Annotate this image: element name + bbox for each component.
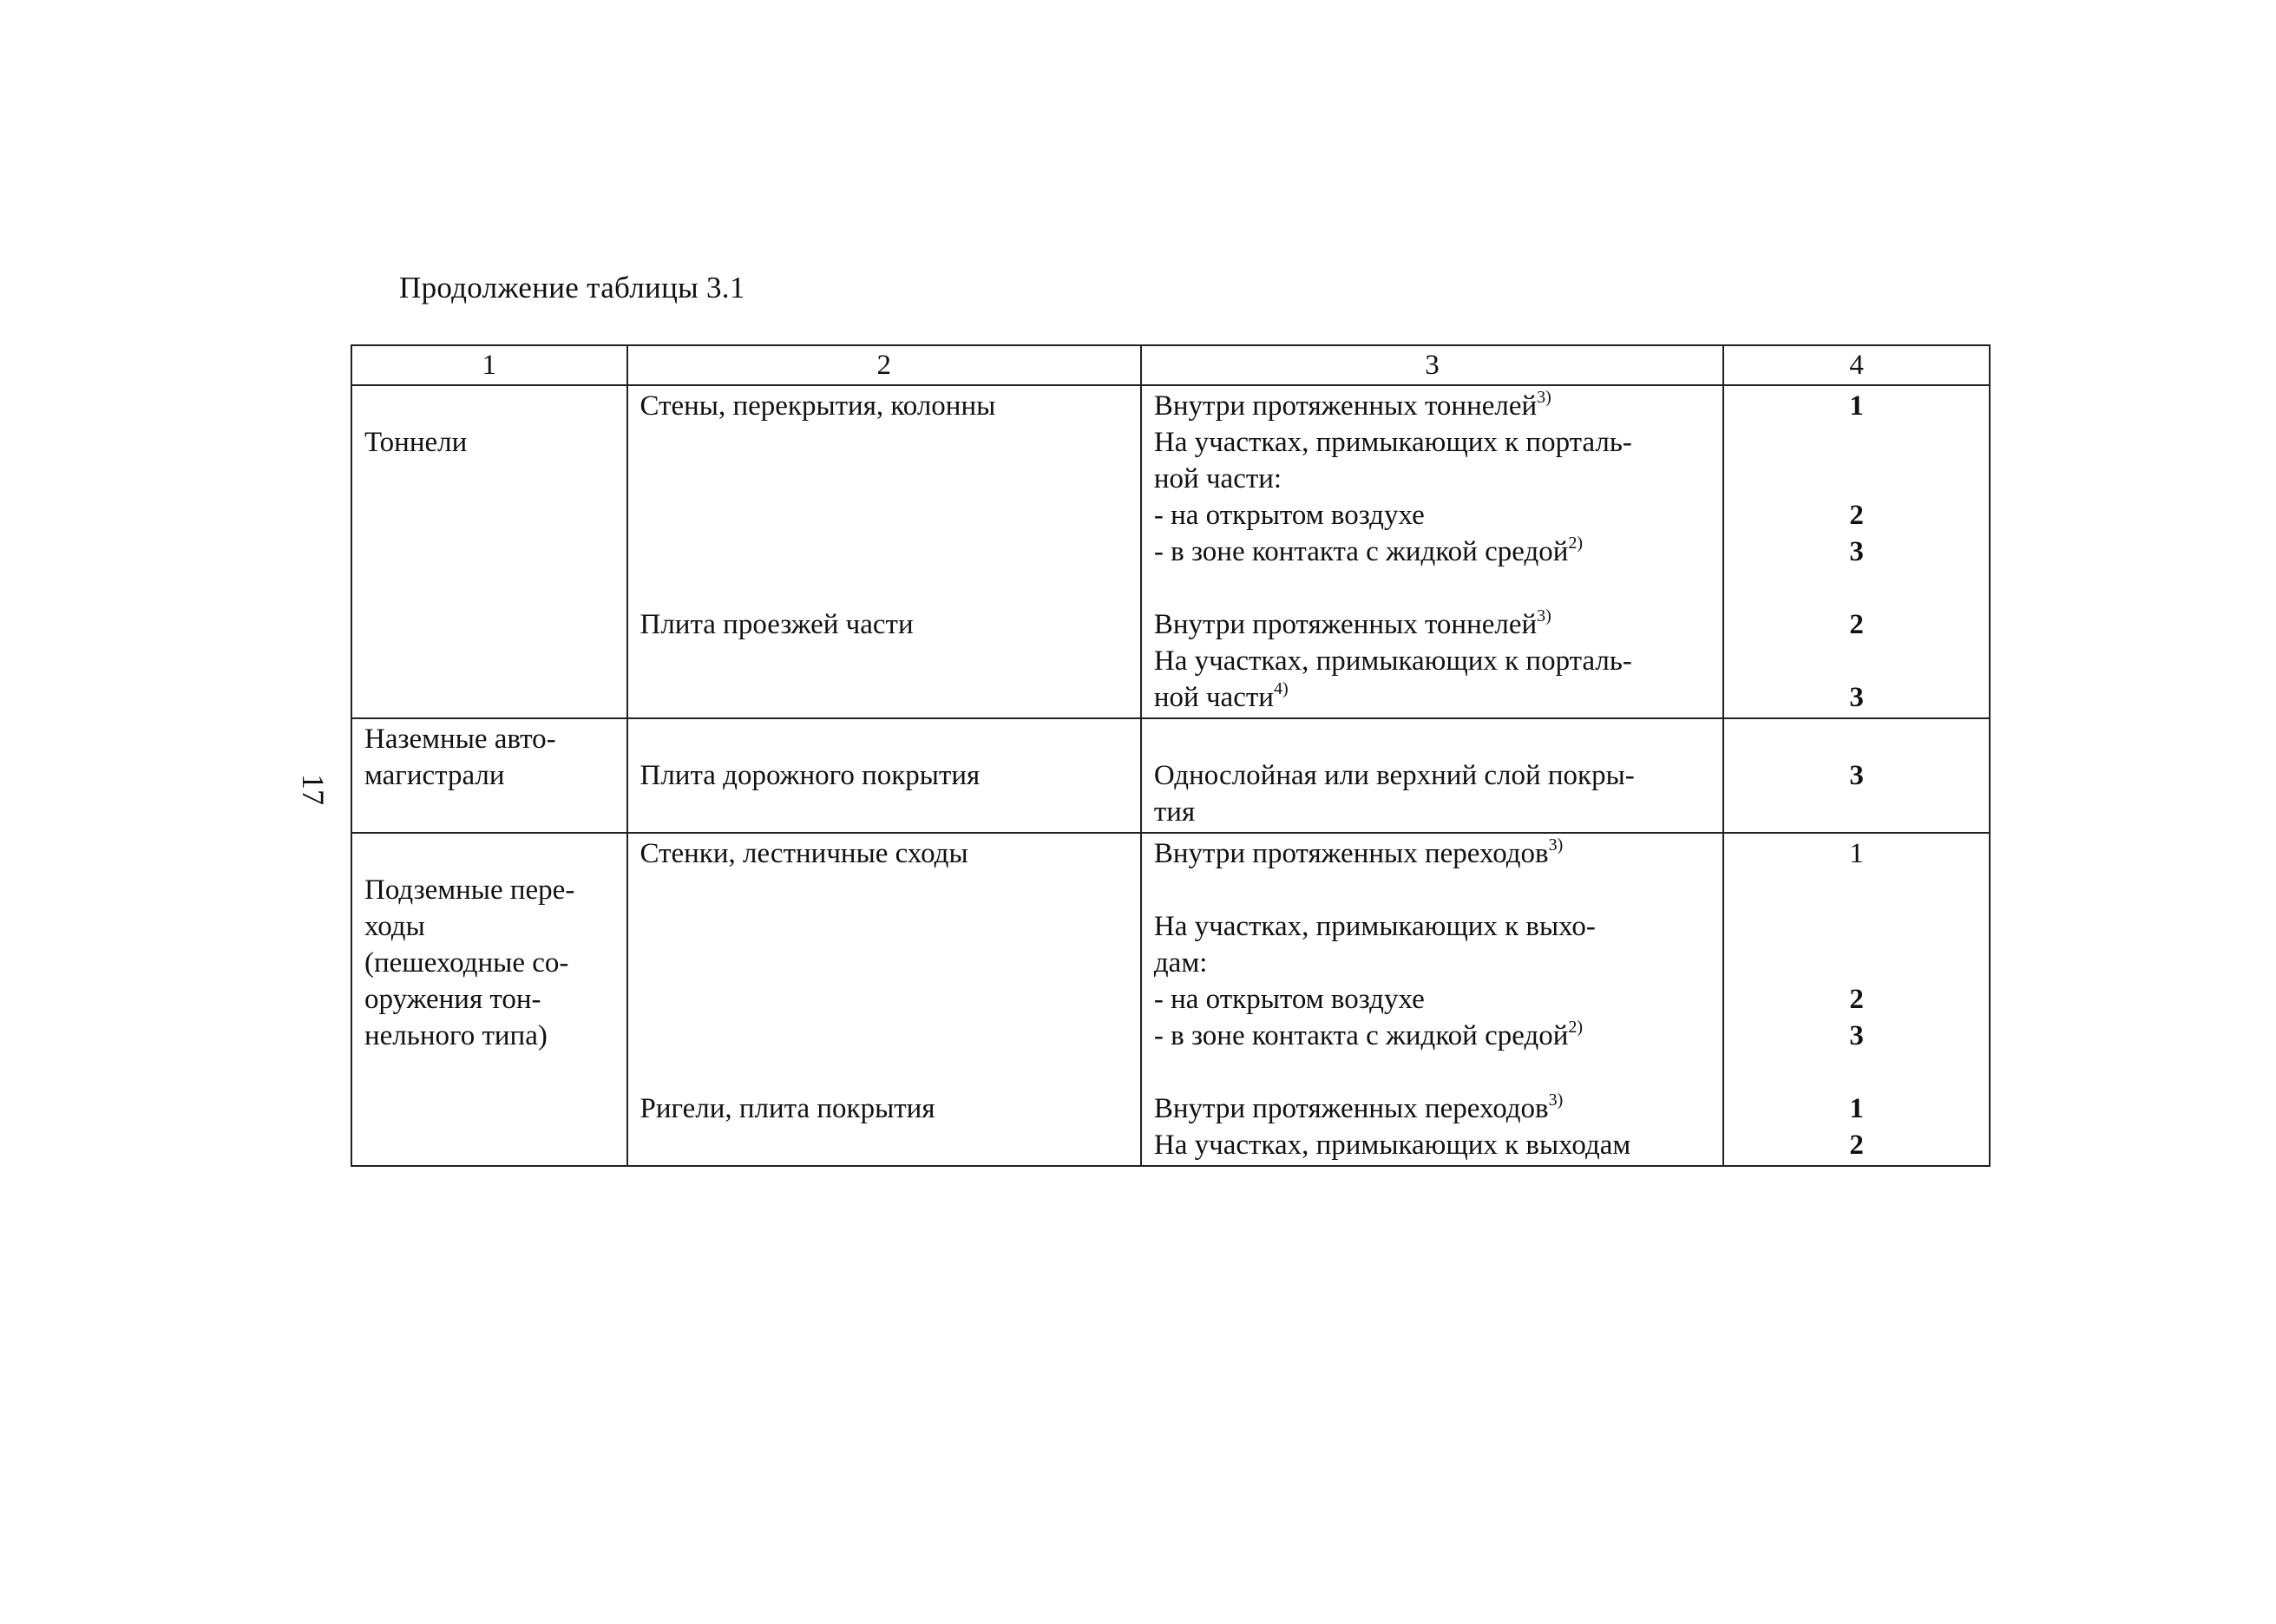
element-label: Ригели, плита покрытия	[640, 1093, 935, 1124]
class-value: 3	[1849, 1020, 1864, 1051]
element-cell	[627, 718, 1141, 833]
condition-cell	[1141, 718, 1723, 833]
condition-line: Внутри протяженных тоннелей$^{3)}$	[1153, 606, 1551, 640]
page-number: 17	[296, 774, 331, 805]
condition-line: Внутри протяженных переходов$^{3)}$	[1153, 1090, 1564, 1124]
object-cell: Подземные пере- ходы (пешеходные со- оружения тон- нельного типа)	[351, 833, 627, 1166]
condition-line: - в зоне контакта с жидкой средой$^{2)}$	[1153, 534, 1584, 567]
condition-line: На участках, примыкающих к порталь-	[1153, 427, 1632, 458]
class-value: 3	[1849, 760, 1864, 791]
element-label: Стенки, лестничные сходы	[640, 838, 968, 869]
class-value: 1	[1849, 1093, 1864, 1124]
condition-line: ной части$^{4)}$	[1153, 679, 1289, 713]
condition-line: Внутри протяженных переходов$^{3)}$	[1153, 835, 1564, 869]
class-value: 2	[1849, 609, 1864, 640]
header-col-1: 1	[351, 345, 627, 385]
table-caption: Продолжение таблицы 3.1	[399, 271, 745, 304]
header-col-3: 3	[1141, 345, 1723, 385]
element-cell	[627, 833, 1141, 1166]
condition-line: ной части:	[1153, 463, 1282, 494]
class-value: 2	[1849, 500, 1864, 531]
object-cell: Наземные авто- магистрали	[351, 718, 627, 833]
condition-line: - на открытом воздухе	[1153, 500, 1425, 531]
element-label: Плита дорожного покрытия	[640, 760, 981, 791]
element-label: Стены, перекрытия, колонны	[640, 390, 996, 422]
header-col-4: 4	[1723, 345, 1990, 385]
condition-line: На участках, примыкающих к порталь-	[1153, 645, 1632, 677]
header-col-2: 2	[627, 345, 1141, 385]
condition-cell	[1141, 385, 1723, 718]
condition-line: Внутри протяженных тоннелей$^{3)}$	[1153, 388, 1551, 422]
condition-cell	[1141, 833, 1723, 1166]
condition-line: - на открытом воздухе	[1153, 984, 1425, 1015]
condition-line: - в зоне контакта с жидкой средой$^{2)}$	[1153, 1018, 1584, 1051]
element-label: Плита проезжей части	[640, 609, 914, 640]
condition-line: тия	[1153, 796, 1196, 828]
class-value: 3	[1849, 682, 1864, 713]
class-cell	[1723, 718, 1990, 833]
class-value: 1	[1849, 390, 1864, 422]
class-cell	[1723, 833, 1990, 1166]
element-cell	[627, 385, 1141, 718]
table-row	[351, 833, 1990, 1166]
exposure-table	[351, 344, 1991, 1167]
condition-line: На участках, примыкающих к выходам	[1153, 1130, 1631, 1161]
table-row	[351, 718, 1990, 833]
condition-line: дам:	[1153, 947, 1208, 979]
class-cell	[1723, 385, 1990, 718]
class-value: 1	[1849, 838, 1864, 869]
table-row	[351, 385, 1990, 718]
class-value: 2	[1849, 984, 1864, 1015]
object-cell: Тоннели	[351, 385, 627, 718]
header-row	[351, 345, 1990, 385]
condition-line: На участках, примыкающих к выхо-	[1153, 911, 1596, 942]
class-value: 3	[1849, 536, 1864, 567]
class-value: 2	[1849, 1130, 1864, 1161]
condition-line: Однослойная или верхний слой покры-	[1153, 760, 1635, 791]
